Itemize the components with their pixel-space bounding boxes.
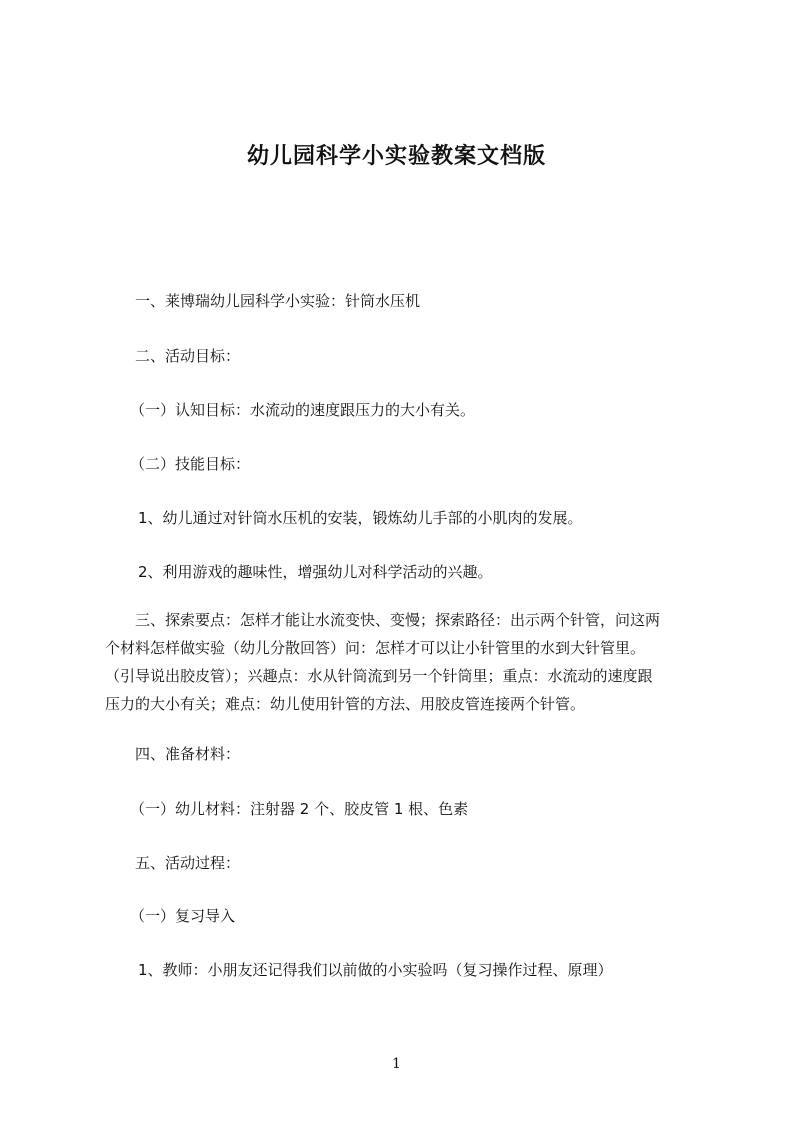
review-intro-heading: （一）复习导入 [130, 907, 236, 925]
paragraph-line: 三、探索要点：怎样才能让水流变快、变慢；探索路径：出示两个针管，问这两 [135, 611, 661, 629]
section-2-heading: 二、活动目标： [135, 347, 241, 365]
paragraph-line: 个材料怎样做实验（幼儿分散回答）问：怎样才可以让小针管里的水到大针管里。 [105, 639, 646, 657]
skill-goal-heading: （二）技能目标： [130, 455, 251, 473]
section-1-heading: 一、莱博瑞幼儿园科学小实验：针筒水压机 [135, 292, 421, 310]
teacher-line-1: 1、教师：小朋友还记得我们以前做的小实验吗（复习操作过程、原理） [138, 961, 613, 979]
page-number: 1 [392, 1056, 401, 1072]
skill-goal-2: 2、利用游戏的趣味性，增强幼儿对科学活动的兴趣。 [138, 563, 493, 581]
skill-goal-1: 1、幼儿通过对针筒水压机的安装，锻炼幼儿手部的小肌肉的发展。 [138, 509, 583, 527]
section-5-heading: 五、活动过程： [135, 854, 241, 872]
exploration-paragraph [105, 606, 705, 718]
paragraph-line: 压力的大小有关；难点：幼儿使用针管的方法、用胶皮管连接两个针管。 [105, 695, 586, 713]
paragraph-line: （引导说出胶皮管）；兴趣点：水从针筒流到另一个针筒里；重点：水流动的速度跟 [105, 667, 653, 685]
cognitive-goal: （一）认知目标：水流动的速度跟压力的大小有关。 [130, 401, 476, 419]
section-4-heading: 四、准备材料： [135, 745, 241, 763]
document-title: 幼儿园科学小实验教案文档版 [246, 144, 546, 169]
child-materials: （一）幼儿材料：注射器 2 个、胶皮管 1 根、色素 [130, 800, 469, 818]
